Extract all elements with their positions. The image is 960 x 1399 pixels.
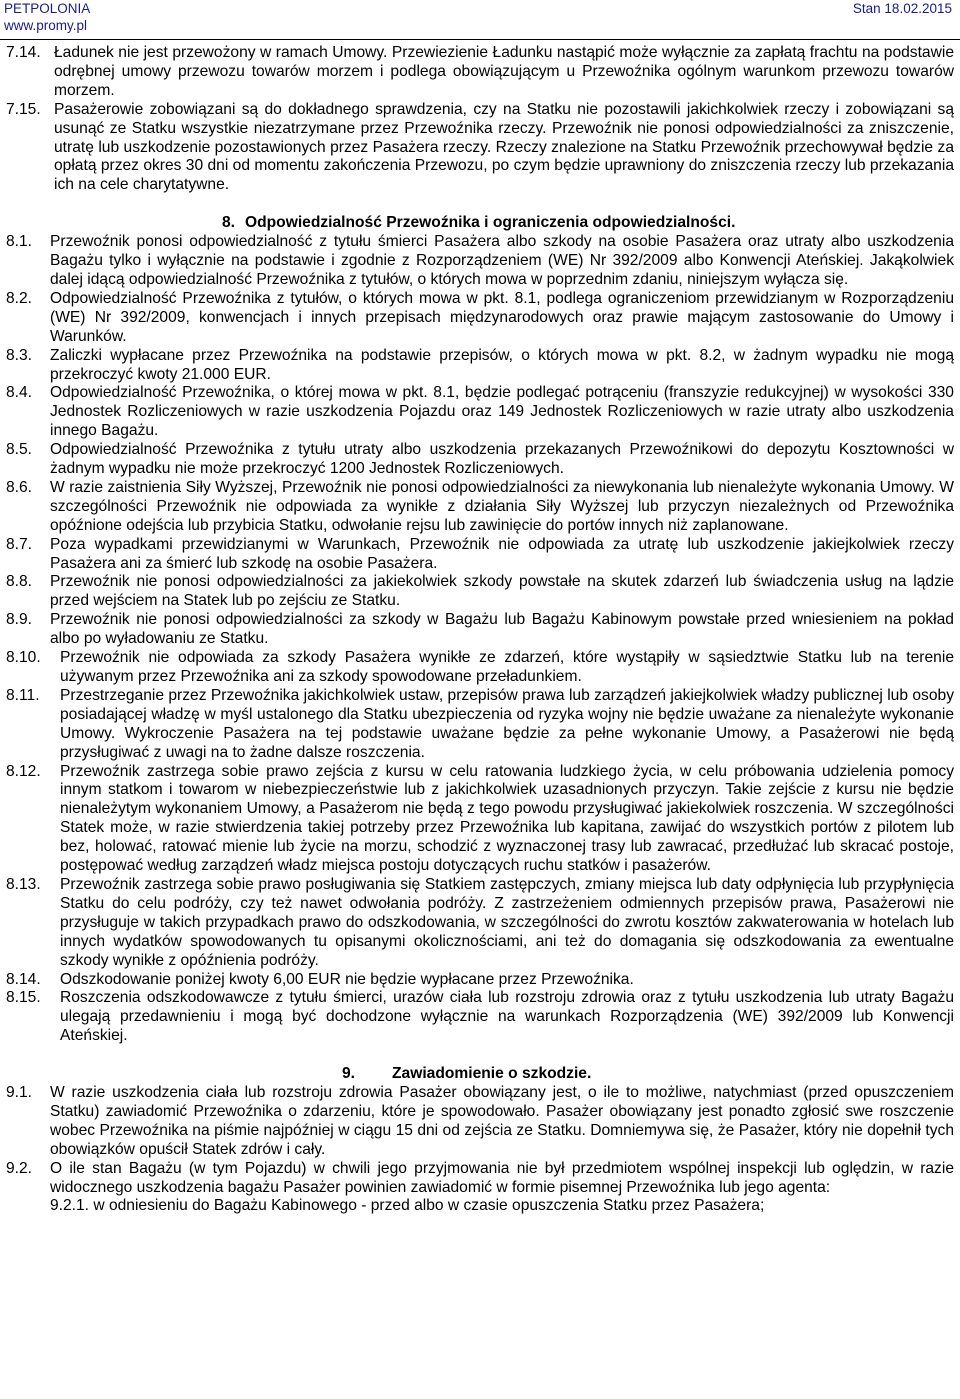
clause	[6, 971, 954, 990]
clause-text: Odszkodowanie poniżej kwoty 6,00 EUR nie będzie wypłacane przez Przewoźnika.	[60, 970, 634, 988]
clause-number: 8.8.	[6, 573, 33, 591]
clause-number: 8.7.	[6, 535, 33, 553]
clause-number: 8.3.	[6, 346, 33, 364]
clause	[6, 44, 954, 101]
clause-text: Zaliczki wypłacane przez Przewoźnika na podstawie przepisów, o których mowa w pkt. 8.2, w żadnym wypadku nie mogą przekroczyć kwoty 21.000 EUR.	[50, 346, 954, 383]
clause	[6, 536, 954, 574]
clause	[6, 611, 954, 649]
section-title: Odpowiedzialność Przewoźnika i ograniczenia odpowiedzialności.	[245, 214, 736, 232]
document-body	[6, 44, 954, 1216]
clause	[6, 1084, 954, 1160]
sub-clause: 9.2.1. w odniesieniu do Bagażu Kabinowego - przed albo w czasie opuszczenia Statku przez Pasażera;	[50, 1197, 765, 1215]
clause-number: 9.2.	[6, 1159, 33, 1177]
clause	[6, 347, 954, 385]
clause-number: 8.4.	[6, 384, 33, 402]
clause-number: 8.10.	[6, 649, 41, 667]
clause-text: Przewoźnik zastrzega sobie prawo posługiwania się Statkiem zastępczych, zmiany miejsca lub daty odpłynięcia lub przypłynięcia Statku do celu podróży, czy też nawet odwołania podróży. Z zastrzeżeniem odmiennych przepisów prawa, Pasażerowi nie przysługuje w takich przypadkach prawo do odszkodowania, w szczególności do zwrotu kosztów zakwaterowania w hotelach lub innych wydatków spowodowanych tu opisanymi okolicznościami, ani też do domagania się odszkodowania za ewentualne szkody wynikłe z opóźnienia podróży.	[60, 875, 954, 969]
clause	[6, 479, 954, 536]
clause-number: 8.13.	[6, 875, 41, 893]
clause-text: W razie zaistnienia Siły Wyższej, Przewoźnik nie ponosi odpowiedzialności za niewykonania lub nienależyte wykonania Umowy. W szczególności Przewoźnik nie odpowiada za wynikłe z działania Siły Wyższej lub przyczyn niezależnych od Przewoźnika opóźnione odejścia lub przybicia Statku, odwołanie rejsu lub zawinięcie do portów innych niż zaplanowane.	[50, 478, 954, 534]
clause	[6, 290, 954, 347]
clause-number: 8.11.	[6, 686, 40, 704]
clause-number: 7.14.	[6, 44, 41, 61]
section-heading-8	[6, 214, 954, 233]
clause-number: 8.15.	[6, 989, 41, 1007]
clause-number: 8.1.	[6, 233, 33, 251]
clause-text: Ładunek nie jest przewożony w ramach Umowy. Przewiezienie Ładunku nastąpić może wyłącznie za zapłatą frachtu na podstawie odrębnej umowy przewozu towarów morzem i podlega obowiązującym u Przewoźnika ogólnym warunkom przewozu towarów morzem.	[54, 44, 954, 99]
clause	[6, 384, 954, 441]
section-heading-9	[6, 1065, 954, 1084]
clause-number: 9.1.	[6, 1084, 33, 1102]
clause-text: Poza wypadkami przewidzianymi w Warunkach, Przewoźnik nie odpowiada za utratę lub uszkodzenie jakiejkolwiek rzeczy Pasażera ani za śmierć lub szkodę na osobie Pasażera.	[50, 535, 954, 572]
clause-number: 8.14.	[6, 970, 41, 988]
section-number: 9.	[342, 1065, 356, 1083]
company-website[interactable]: www.promy.pl	[4, 18, 88, 33]
section-title: Zawiadomienie o szkodzie.	[392, 1065, 592, 1083]
clause	[6, 649, 954, 687]
clause	[6, 441, 954, 479]
clause-text: Przewoźnik nie ponosi odpowiedzialności za szkody w Bagażu lub Bagażu Kabinowym powstałe przed wniesieniem na pokład albo po wyładowaniu ze Statku.	[50, 611, 954, 648]
clause-number: 8.6.	[6, 478, 33, 496]
clause-text: Przewoźnik nie ponosi odpowiedzialności za jakiekolwiek szkody powstałe na skutek zdarzeń lub świadczenia usług na lądzie przed wejściem na Statek lub po zejściu ze Statku.	[50, 573, 954, 610]
section-number: 8.	[222, 214, 236, 232]
clause-number: 7.15.	[6, 100, 41, 118]
clause-text: Przestrzeganie przez Przewoźnika jakichkolwiek ustaw, przepisów prawa lub zarządzeń jakiejkolwiek władzy publicznej lub osoby posiadającej władzę w myśl ustalonego dla Statku ubezpieczenia od ryzyka wojny nie będzie uważane za nienależyte wykonanie Umowy. Wykroczenie Pasażera na tej podstawie uważane będzie za pełne wykonanie Umowy, a Pasażerowi nie będą przysługiwać z uwagi na to żadne dalsze roszczenia.	[60, 686, 954, 761]
clause-number: 8.2.	[6, 289, 33, 307]
clause-number: 8.5.	[6, 441, 33, 459]
clause	[6, 876, 954, 971]
clause-number: 8.9.	[6, 611, 33, 629]
header-left	[4, 0, 90, 34]
clause	[6, 233, 954, 290]
clause	[6, 101, 954, 196]
clause	[6, 687, 954, 763]
page-header	[0, 0, 960, 40]
clause-text: Odpowiedzialność Przewoźnika z tytułów, o których mowa w pkt. 8.1, podlega ograniczeniom przewidzianym w Rozporządzeniu (WE) Nr 392/2009, konwencjach i innych przepisach międzynarodowych oraz prawie mającym zastosowanie do Umowy i Warunków.	[50, 289, 954, 345]
document-date: Stan 18.02.2015	[852, 1, 952, 16]
clause	[6, 763, 954, 876]
clause	[6, 1160, 954, 1198]
clause-text: Przewoźnik nie odpowiada za szkody Pasażera wynikłe ze zdarzeń, które wystąpiły w sąsiedztwie Statku lub na terenie używanym przez Przewoźnika ani za szkody spowodowane przeładunkiem.	[60, 649, 954, 685]
clause-text: Przewoźnik ponosi odpowiedzialność z tytułu śmierci Pasażera albo szkody na osobie Pasażera oraz utraty albo uszkodzenia Bagażu tylko i wyłącznie na podstawie i zgodnie z Rozporządzeniem (WE) Nr 392/2009 albo Konwencji Ateńskiej. Jakąkolwiek dalej idącą odpowiedzialność Przewoźnika z tytułów, o których mowa w poprzednim zdaniu, niniejszym wyłącza się.	[50, 233, 954, 288]
company-name: PETPOLONIA	[4, 1, 91, 16]
clause	[6, 989, 954, 1046]
clause-text: W razie uszkodzenia ciała lub rozstroju zdrowia Pasażer obowiązany jest, o ile to możliwe, natychmiast (przed opuszczeniem Statku) zawiadomić Przewoźnika o zdarzeniu, które je spowodowało. Pasażer obowiązany jest ponadto zgłosić swe roszczenie wobec Przewoźnika na piśmie najpóźniej w ciągu 15 dni od zejścia ze Statku. Domniemywa się, że Pasażer, który nie dopełnił tych obowiązków opuścił Statek zdrów i cały.	[50, 1084, 954, 1158]
clause	[6, 573, 954, 611]
clause-number: 8.12.	[6, 762, 41, 780]
clause-text: Odpowiedzialność Przewoźnika, o której mowa w pkt. 8.1, będzie podlegać potrąceniu (franszyzie redukcyjnej) w wysokości 330 Jednostek Rozliczeniowych w razie uszkodzenia Pojazdu oraz 149 Jednostek Rozliczeniowych w razie utraty albo uszkodzenia innego Bagażu.	[50, 384, 954, 440]
clause-text: Pasażerowie zobowiązani są do dokładnego sprawdzenia, czy na Statku nie pozostawili jakichkolwiek rzeczy i zobowiązani są usunąć ze Statku wszystkie niezatrzymane przez Przewoźnika rzeczy. Przewoźnik nie ponosi odpowiedzialności za zniszczenie, utratę lub uszkodzenie pozostawionych przez Pasażera rzeczy. Rzeczy znalezione na Statku Przewoźnik przechowywał będzie za opłatą przez okres 30 dni od momentu zakończenia Przewozu, po czym będzie uprawniony do zniszczenia rzeczy lub przekazania ich na cele charytatywne.	[54, 100, 954, 194]
clause-text: O ile stan Bagażu (w tym Pojazdu) w chwili jego przyjmowania nie był przedmiotem wspólnej inspekcji lub oględzin, w razie widocznego uszkodzenia bagażu Pasażer powinien zawiadomić w formie pisemnej Przewoźnika lub jego agenta:	[50, 1159, 954, 1196]
clause-text: Roszczenia odszkodowawcze z tytułu śmierci, urazów ciała lub rozstroju zdrowia oraz z tytułu uszkodzenia lub utraty Bagażu ulegają przedawnieniu i mogą być dochodzone wyłącznie na warunkach Rozporządzenia (WE) 392/2009 lub Konwencji Ateńskiej.	[60, 989, 954, 1045]
clause-text: Odpowiedzialność Przewoźnika z tytułu utraty albo uszkodzenia przekazanych Przewoźnikowi do depozytu Kosztowności w żadnym wypadku nie może przekroczyć 1200 Jednostek Rozliczeniowych.	[50, 441, 954, 478]
clause-text: Przewoźnik zastrzega sobie prawo zejścia z kursu w celu ratowania ludzkiego życia, w celu próbowania udzielenia pomocy innym statkom i towarom w niebezpieczeństwie lub z jakichkolwiek uzasadnionych przyczyn. Takie zejście z kursu nie będzie nienależytym wykonaniem Umowy, a Pasażerom nie będą z tego powodu przysługiwać jakiekolwiek roszczenia. W szczególności Statek może, w razie stwierdzenia takiej potrzeby przez Przewoźnika lub kapitana, zawijać do wszystkich portów z pilotem lub bez, holować, ratować mienie lub życie na morzu, schodzić z wyznaczonej trasy lub zawracać, przedłużać lub skracać postoje, postępować według zarządzeń władz miejsca postoju dotyczących ruchu statków i pasażerów.	[60, 762, 954, 875]
